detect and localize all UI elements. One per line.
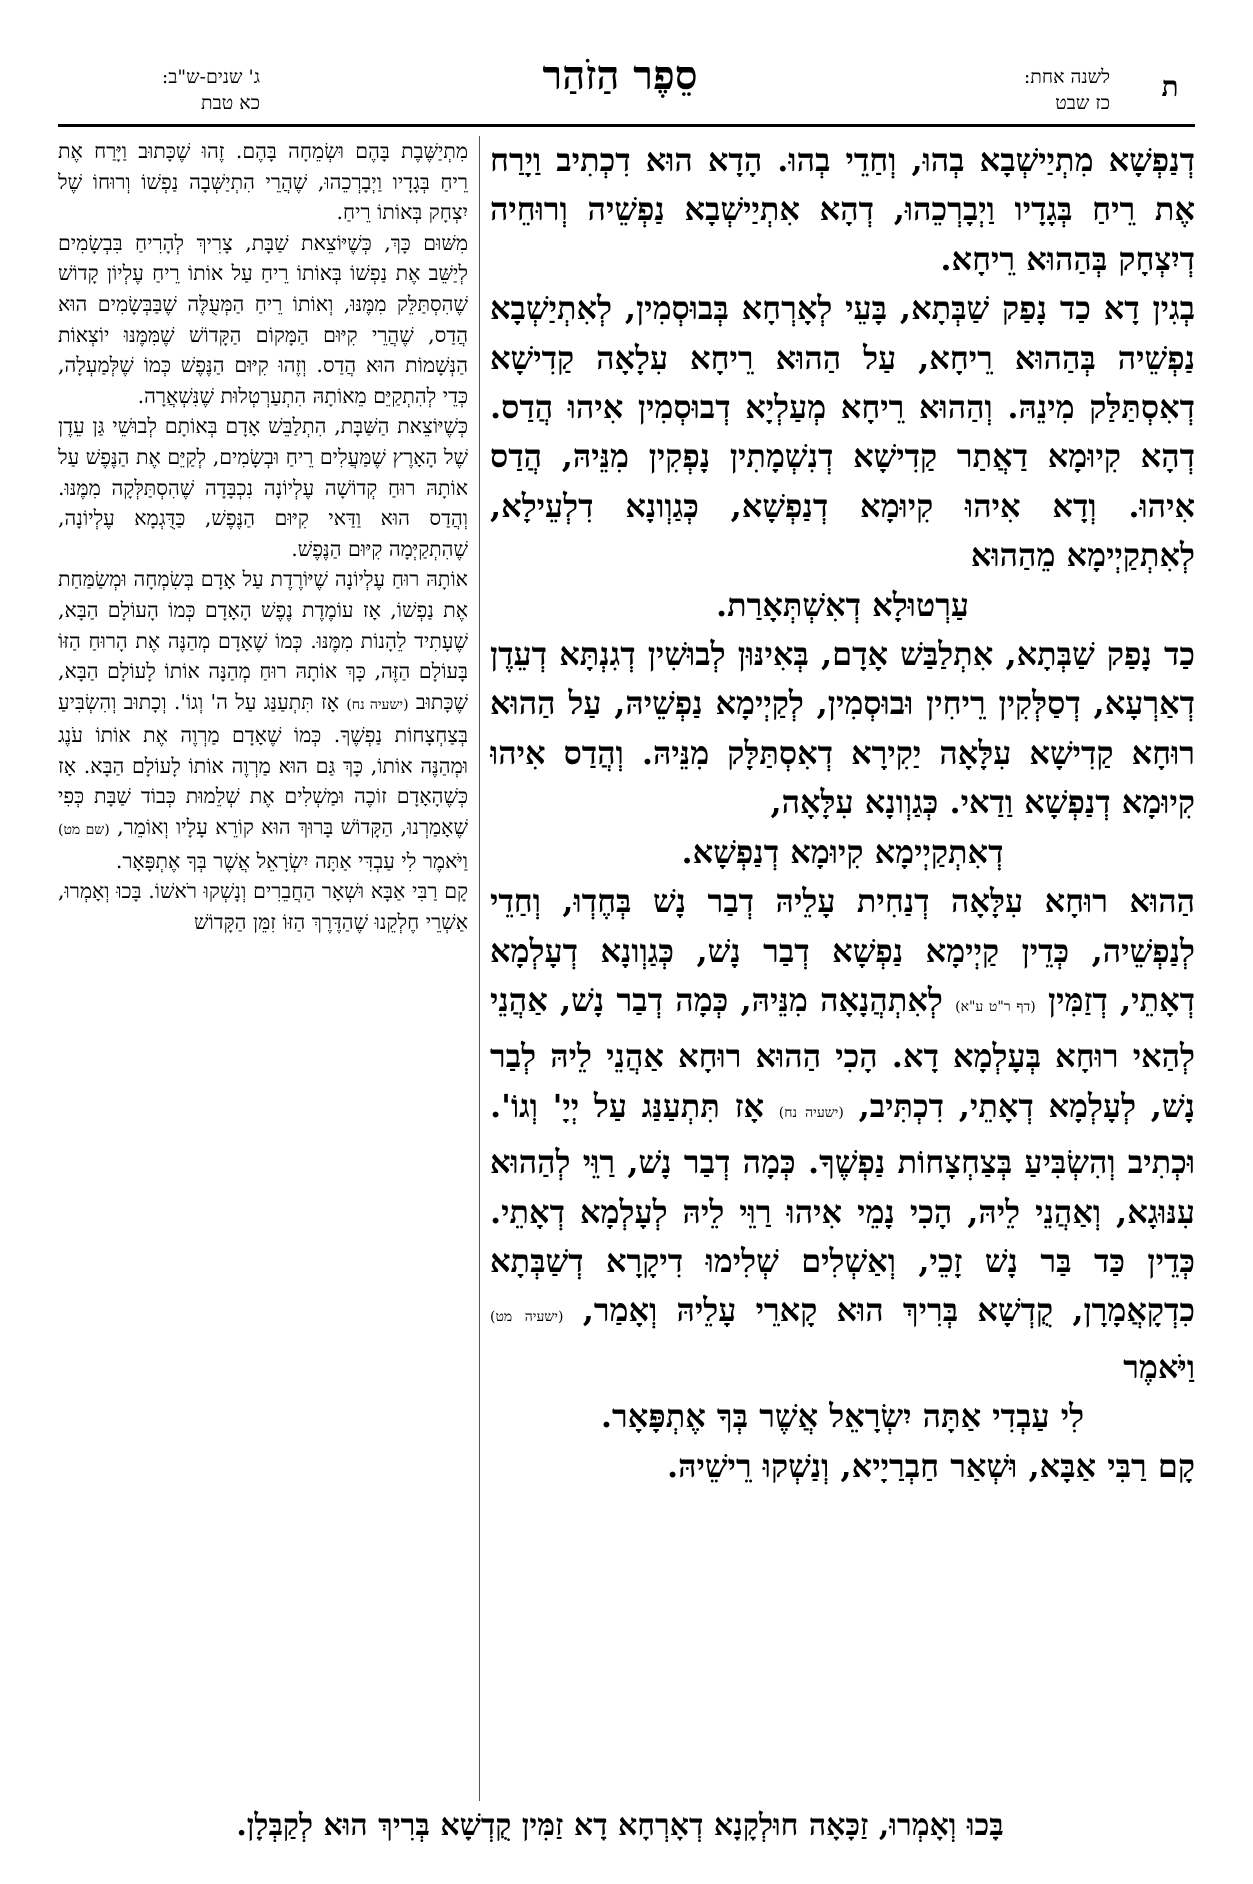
translation-paragraph: כְּשֶׁיּוֹצֵאת הַשַּׁבָּת, הִתְלַבֵּשׁ אָדָם בְּאוֹתָם לְבוּשֵׁי גַּן עֵדֶן שֶׁל הָאָרֶץ שֶׁמַּעֲלִים רֵיחַ וּבְשָׂמִים, לְקַיֵּם אֶת הַנֶּפֶשׁ עַל אוֹתָהּ רוּחַ קְדוֹשָׁה עֶלְיוֹנָה נִכְבָּדָה שֶׁהִסְתַּלְּקָה מִמֶּנּוּ. וְהֲדַס הוּא וַדַּאי קִיּוּם הַנֶּפֶשׁ, כַּדֻּגְמָא עֶלְיוֹנָה, שֶׁהִתְקַיְּמָה קִיּוּם הַנֶּפֶשׁ. — [58, 414, 468, 561]
verse-reference: (ישעיה נח) — [778, 1104, 844, 1121]
main-text-segment: אָז תִּתְעַנַּג עַל יְיָ' וְגוֹ'. וּכְתִיב וְהִשְׂבִּיעַ בְּצַחְצָחוֹת נַפְשֶׁךָ. כְּמָה דְבַר נָשׁ, רַוֵּי לְהַהוּא עִנּוּגָא, וְאַהֲנֵי לֵיהּ, הָכִי נָמֵי אִיהוּ רַוֵּי לֵיהּ לְעָלְמָא דְאָתֵי. כְּדֵין כַּד בַּר נָשׁ זָכֵי, וְאַשְׁלִים שְׁלִימוּ דִיקָרָא דְשַׁבְּתָא כִדְקָאֲמָרָן, קֻדְשָׁא בְּרִיךְ הוּא קָארֵי עָלֵיהּ וְאָמַר, — [490, 1086, 1195, 1330]
main-text-segment: וַיֹּאמֶר — [1123, 1347, 1195, 1386]
main-paragraph — [490, 877, 1195, 1392]
main-text-segment: לְאִתְהֲנָאָה מִנֵּיהּ, כְּמָה דְבַר נָשׁ, אַהֲנֵי לְהַאי רוּחָא בְּעָלְמָא דָא. הָכִי הַהוּא רוּחָא אַהֲנֵי לֵיהּ לְבַר נָשׁ, לְעָלְמָא דְאָתֵי, דִכְתִּיב, — [490, 980, 1195, 1125]
main-paragraph: בְגִין דָא כַד נָפַק שַׁבְּתָא, בָּעֵי לְאָרְחָא בְּבוּסְמִין, לְאִתְיַשְׁבָא נַפְשֵׁיה בְּהַהוּא רֵיחָא, עַל הַהוּא רֵיחָא עִלָאָה קַדִישָׁא דְאִסְתַּלַּק מִינֵהּ. וְהַהוּא רֵיחָא מְעַלְיָא דְבוּסְמִין אִיהוּ הֲדַס. דְהָא קִיוּמָא דַאֲתַר קַדִישָׁא דְנִשְׁמָתִין נָפְקִין מִנֵּיהּ, הֲדַס אִיהוּ. וְדָא אִיהוּ קִיוּמָא דְנַפְשָׁא, כְּגַוְונָא דִלְעֵילָא, לְאִתְקַיְימָא מֵהַהוּא — [490, 289, 1195, 575]
translation-paragraph: מִתְיַשֶּׁבֶת בָּהֶם וּשְׂמֵחָה בָּהֶם. זֶהוּ שֶׁכָּתוּב וַיָּרַח אֶת רֵיחַ בְּגָדָיו וַיְבָרְכֵהוּ, שֶׁהֲרֵי הִתְיַשְּׁבָה נַפְשׁוֹ וְרוּחוֹ שֶׁל יִצְחָק בְּאוֹתוֹ רֵיחַ. — [58, 139, 468, 225]
main-paragraph-end: לִי עַבְדִי אַתָּה יִשְׂרָאֵל אֲשֶׁר בְּךָ אֶתְפָּאָר. — [600, 1397, 1085, 1436]
closing-line: בָּכוּ וְאָמְרוּ, זַכָּאָה חוּלְקָנָא דְאָרְחָא דָא זַמִּין קֻדְשָׁא בְּרִיךְ הוּא לְקַבְּלָן. — [236, 1808, 1004, 1843]
main-paragraph-end: דְאִתְקַיְימָא קִיוּמָא דְנַפְשָׁא. — [681, 832, 1004, 871]
study-date-one-year: כז שבט — [1055, 92, 1110, 114]
main-text-column — [490, 136, 1195, 1796]
translation-paragraph — [58, 564, 468, 876]
main-paragraph: דְנַפְשָׁא מִתְיַישְׁבָא בְהוּ, וְחַדֵי בְהוּ. הָדָא הוּא דִכְתִיב וַיָרַח אֶת רֵיחַ בְּגָדָיו וַיְבָרְכֵהוּ, דְהָא אִתְיַישְׁבָא נַפְשֵׁיה וְרוּחֵיה דְיִצְחָק בְּהַהוּא רֵיחָא. — [490, 141, 1195, 278]
study-schedule-one-year: לשנה אחת: — [1023, 66, 1110, 88]
translation-segment: וַיֹּאמֶר לִי עַבְדִּי אַתָּה יִשְׂרָאֵל אֲשֶׁר בְּךָ אֶתְפָּאָר. — [115, 848, 468, 873]
verse-reference: (ישעיה מט) — [490, 1309, 564, 1326]
folio-reference: (דף ר"ט ע"א) — [955, 998, 1036, 1015]
study-schedule-three-years: ג' שנים-ש"ב: — [161, 66, 260, 88]
main-paragraph: כַד נָפַק שַׁבְּתָא, אִתְלַבַּשׁ אָדָם, בְּאִינּוּן לְבוּשִׁין דְגִנְתָּא דְעֵדֶן דְאַרְעָא, דְסַלְּקִין רֵיחִין וּבוּסְמִין, לְקַיְימָא נַפְשֵׁיהּ, עַל הַהוּא רוּחָא קַדִישָׁא עִלָּאָה יַקִירָא דְאִסְתַּלָּק מִנֵּיהּ. וְהֲדַס אִיהוּ קִיוּמָא דְנַפְשָׁא וַדַאי. כְּגַוְונָא עִלָּאָה, — [490, 635, 1195, 822]
study-date-three-years: כא טבת — [201, 92, 260, 114]
page-number: ת — [1161, 70, 1179, 103]
translation-paragraph: מִשּׁוּם כָּךְ, כְּשֶׁיּוֹצֵאת שַׁבָּת, צָרִיךְ לְהָרִיחַ בִּבְשָׂמִים לְיַשֵּׁב אֶת נַפְשׁוֹ בְּאוֹתוֹ רֵיחַ עַל אוֹתוֹ רֵיחַ עֶלְיוֹן קָדוֹשׁ שֶׁהִסְתַּלֵּק מִמֶּנּוּ, וְאוֹתוֹ רֵיחַ הַמְּעֻלֶּה שֶׁבַּבְּשָׂמִים הוּא הֲדַס, שֶׁהֲרֵי קִיּוּם הַמָּקוֹם הַקָּדוֹשׁ שֶׁמִּמֶּנּוּ יוֹצְאוֹת הַנְּשָׁמוֹת הוּא הֲדַס. וְזֶהוּ קִיּוּם הַנֶּפֶשׁ כְּמוֹ שֶׁלְּמַעְלָה, כְּדֵי לְהִתְקַיֵּם מֵאוֹתָהּ הִתְעַרְטְלוּת שֶׁנִּשְׁאֲרָה. — [58, 230, 468, 408]
translation-segment: אוֹתָהּ רוּחַ עֶלְיוֹנָה שֶׁיּוֹרֶדֶת עַל אָדָם בְּשִׂמְחָה וּמְשַׂמַּחַת אֶת נַפְשׁוֹ, אָז עוֹמֶדֶת נֶפֶשׁ הָאָדָם כְּמוֹ הָעוֹלָם הַבָּא, שֶׁעָתִיד לֵהָנוֹת מִמֶּנּוּ. כְּמוֹ שֶׁאָדָם מְהַנֶּה אֶת הָרוּחַ הַזּוֹ בָּעוֹלָם הַזֶּה, כָּךְ אוֹתָהּ רוּחַ מְהַנָּה אוֹתוֹ לָעוֹלָם הַבָּא, שֶׁכָּתוּב — [58, 567, 468, 714]
main-text-segment: הַהוּא רוּחָא עִלָּאָה דְנַחִית עָלֵיהּ דְבַר נָשׁ בְּחֶדְוּ, וְחַדֵי לְנַפְשֵׁיה, כְּדֵין קַיְימָא נַפְשָׁא דְבַר נָשׁ, כְּגַוְונָא דְעָלְמָא דְאָתֵי, דְזַמִּין — [490, 882, 1195, 1019]
verse-reference: (שם מט) — [58, 822, 110, 839]
header-rule — [58, 124, 1195, 127]
column-divider — [479, 136, 480, 1801]
translation-paragraph: קָם רַבִּי אַבָּא וּשְׁאָר הַחֲבֵרִים וְנָשְׁקוּ רֹאשׁוֹ. בָּכוּ וְאָמְרוּ, אַשְׁרֵי חֶלְקֵנוּ שֶׁהַדֶּרֶךְ הַזּוֹ זִמֵּן הַקָּדוֹשׁ — [58, 879, 468, 934]
page-title: סֵפֶר הַזֹהַר — [542, 52, 698, 99]
main-paragraph: קָם רַבִּי אַבָּא, וּשְׁאַר חַבְרַיָיא, וְנַשְׁקוּ רֵישֵׁיהּ. — [666, 1446, 1195, 1485]
translation-segment: אָז תִּתְעַנַּג עַל ה' וְגוֹ'. וְכָתוּב וְהִשְׂבִּיעַ בְּצַחְצָחוֹת נַפְשֶׁךָ. כְּמוֹ שֶׁאָדָם מַרְוֶה אֶת אוֹתוֹ עֹנֶג וּמְהַנֶּה אוֹתוֹ, כָּךְ גַּם הוּא מַרְוֶה אוֹתוֹ לָעוֹלָם הַבָּא. אָז כְּשֶׁהָאָדָם זוֹכֶה וּמַשְׁלִים אֶת שְׁלֵמוּת כְּבוֹד שַׁבָּת כְּפִי שֶׁאָמַרְנוּ, הַקָּדוֹשׁ בָּרוּךְ הוּא קוֹרֵא עָלָיו וְאוֹמֵר, — [58, 689, 468, 840]
main-paragraph-end: עַרְטוּלָא דְאִשְׁתְּאָרַת. — [715, 585, 970, 624]
verse-reference: (ישעיה נח) — [346, 696, 409, 713]
translation-column — [58, 136, 468, 1796]
